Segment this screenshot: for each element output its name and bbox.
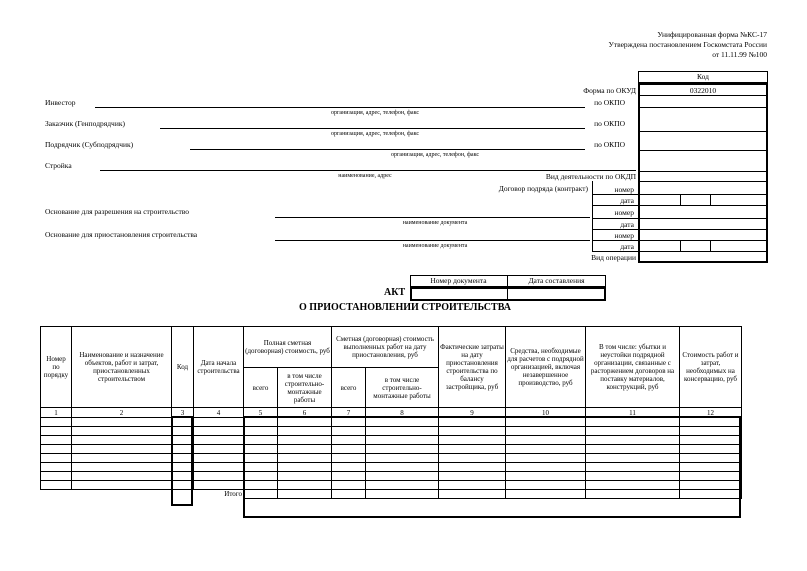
col-number: 6 (278, 408, 332, 418)
col-header-7: Сметная (договорная) стоимость выполненных работ на дату приостановления, руб (332, 327, 439, 368)
code-column-box (638, 83, 768, 263)
code-divider (638, 95, 768, 96)
okud-label: Форма по ОКУД (583, 86, 636, 95)
col-header-10: Средства, необходимые для расчетов с подрядной организацией, включая незавершенное производство, руб (506, 327, 586, 408)
investor-label: Инвестор (45, 98, 76, 107)
table-cell[interactable] (41, 454, 72, 463)
col-number: 11 (586, 408, 680, 418)
code-divider (638, 107, 768, 108)
code-divider (592, 218, 768, 219)
okpo-label-investor: по ОКПО (594, 98, 625, 107)
basis-suspend-field[interactable] (275, 240, 590, 241)
total-label: Итого (224, 490, 242, 499)
okpo-label-contractor: по ОКПО (594, 140, 625, 149)
col-header-12: Стоимость работ и затрат, необходимых на консервацию, руб (680, 327, 742, 408)
col-number: 1 (41, 408, 72, 418)
contract-date-label: дата (620, 196, 634, 205)
col-header-5a: всего (244, 368, 278, 408)
code-column-frame (171, 416, 193, 506)
table-cell[interactable] (41, 472, 72, 481)
table-cell[interactable] (41, 427, 72, 436)
code-header: Код (697, 72, 709, 81)
customer-label: Заказчик (Генподрядчик) (45, 119, 125, 128)
table-cell[interactable] (72, 436, 172, 445)
basis-permit-label: Основание для разрешения на строительство (45, 207, 190, 216)
code-divider (592, 205, 768, 206)
code-divider (592, 229, 768, 230)
table-cell[interactable] (72, 427, 172, 436)
okdp-label: Вид деятельности по ОКДП (545, 172, 636, 181)
contract-label: Договор подряда (контракт) (498, 184, 588, 193)
customer-hint: организация, адрес, телефон, факс (330, 131, 420, 137)
values-frame (243, 416, 741, 518)
col-number: 2 (72, 408, 172, 418)
code-divider (638, 181, 768, 182)
col-header-2: Наименование и назначение объектов, работ и затрат, приостановленных строительством (72, 327, 172, 408)
table-cell[interactable] (194, 472, 244, 481)
suspend-date-label: дата (620, 242, 634, 251)
table-cell[interactable] (41, 418, 72, 427)
col-header-5b: в том числе строительно-монтажные работы (278, 368, 332, 408)
permit-number-label: номер (614, 208, 634, 217)
customer-field[interactable] (160, 128, 585, 129)
col-number: 7 (332, 408, 366, 418)
code-divider (638, 171, 768, 172)
table-cell[interactable] (194, 418, 244, 427)
col-header-1: Номер по порядку (41, 327, 72, 408)
col-number: 4 (194, 408, 244, 418)
code-divider (592, 181, 593, 251)
basis-permit-hint: наименование документа (402, 220, 468, 226)
table-cell[interactable] (41, 463, 72, 472)
form-reference: Унифицированная форма №КС-17 (657, 30, 767, 39)
table-cell[interactable] (41, 445, 72, 454)
operation-type-label: Вид операции (591, 253, 636, 262)
code-divider (638, 131, 768, 132)
investor-field[interactable] (95, 107, 585, 108)
basis-suspend-label: Основание для приостановления строительства (45, 230, 198, 239)
table-cell[interactable] (72, 418, 172, 427)
table-cell[interactable] (194, 481, 244, 490)
contractor-label: Подрядчик (Субподрядчик) (45, 140, 134, 149)
approval-note: Утверждена постановлением Госкомстата России (608, 40, 767, 49)
col-header-7b: в том числе строительно-монтажные работы (366, 368, 439, 408)
col-number: 10 (506, 408, 586, 418)
code-divider (710, 194, 711, 205)
okpo-label-customer: по ОКПО (594, 119, 625, 128)
doc-value-box[interactable] (410, 287, 606, 301)
contractor-hint: организация, адрес, телефон, факс (390, 152, 480, 158)
table-cell[interactable] (194, 436, 244, 445)
code-divider (680, 194, 681, 205)
table-cell[interactable] (194, 463, 244, 472)
table-cell[interactable] (194, 454, 244, 463)
col-number: 8 (366, 408, 439, 418)
site-hint: наименование, адрес (338, 173, 392, 179)
col-header-3: Код (172, 327, 194, 408)
code-divider (710, 240, 711, 251)
basis-permit-field[interactable] (275, 217, 590, 218)
act-subtitle: О ПРИОСТАНОВЛЕНИИ СТРОИТЕЛЬСТВА (299, 302, 511, 313)
code-divider (680, 240, 681, 251)
table-cell[interactable] (72, 445, 172, 454)
col-number: 3 (172, 408, 194, 418)
table-cell[interactable] (72, 481, 172, 490)
table-cell[interactable] (41, 481, 72, 490)
suspend-number-label: номер (614, 231, 634, 240)
table-cell[interactable] (72, 463, 172, 472)
table-cell[interactable] (194, 445, 244, 454)
approval-date: от 11.11.99 №100 (712, 50, 767, 59)
table-cell[interactable] (194, 427, 244, 436)
table-cell[interactable] (72, 472, 172, 481)
code-divider (592, 251, 768, 252)
col-number: 5 (244, 408, 278, 418)
col-header-9: Фактические затраты на дату приостановления строительства по балансу застройщика, руб (439, 327, 506, 408)
doc-number-header: Номер документа (430, 276, 487, 285)
act-title: АКТ (384, 287, 406, 298)
doc-date-header: Дата составления (528, 276, 585, 285)
col-header-7a: всего (332, 368, 366, 408)
site-field[interactable] (100, 170, 636, 171)
col-header-5: Полная сметная (договорная) стоимость, руб (244, 327, 332, 368)
col-number: 9 (439, 408, 506, 418)
permit-date-label: дата (620, 220, 634, 229)
basis-suspend-hint: наименование документа (402, 243, 468, 249)
table-cell[interactable] (72, 454, 172, 463)
col-header-11: В том числе: убытки и неустойки подрядной организации, связанные с расторжением договоров на поставку материалов, конструкций, руб (586, 327, 680, 408)
table-cell[interactable] (41, 436, 72, 445)
col-header-4: Дата начала строительства (194, 327, 244, 408)
investor-hint: организация, адрес, телефон, факс (330, 110, 420, 116)
code-divider (638, 150, 768, 151)
contractor-field[interactable] (190, 149, 585, 150)
contract-number-label: номер (614, 185, 634, 194)
site-label: Стройка (45, 161, 72, 170)
okud-code: 0322010 (689, 86, 717, 95)
col-number: 12 (680, 408, 742, 418)
